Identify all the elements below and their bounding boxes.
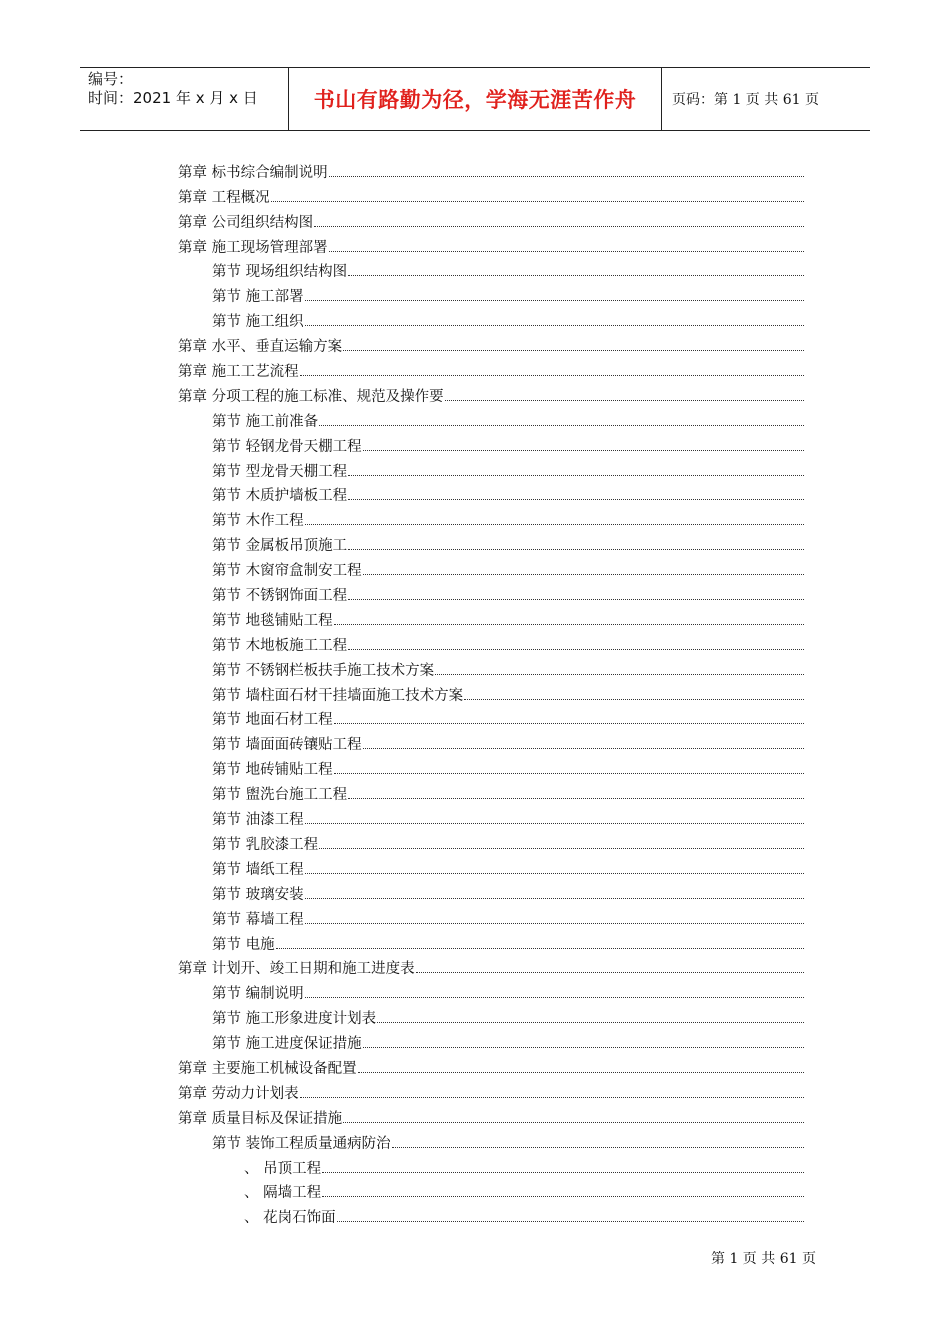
toc-entry[interactable] [178, 854, 804, 879]
toc-entry-label: 、 隔墙工程 [244, 1181, 321, 1202]
toc-entry[interactable] [178, 555, 804, 580]
toc-dot-leader [305, 997, 804, 998]
toc-entry[interactable] [178, 630, 804, 655]
toc-entry[interactable] [178, 406, 804, 431]
footer-page-number: 第 1 页 共 61 页 [711, 1251, 816, 1267]
toc-entry[interactable] [178, 680, 804, 705]
toc-dot-leader [392, 1147, 804, 1148]
toc-entry-label: 第章 施工现场管理部署 [178, 236, 328, 257]
toc-entry-label: 第节 木窗帘盒制安工程 [212, 559, 362, 580]
toc-dot-leader [337, 1221, 804, 1222]
toc-entry[interactable] [178, 929, 804, 954]
toc-entry[interactable] [178, 1028, 804, 1053]
toc-entry[interactable] [178, 1103, 804, 1128]
toc-entry-label: 第节 施工形象进度计划表 [212, 1007, 376, 1028]
toc-entry-label: 第章 工程概况 [178, 186, 270, 207]
toc-entry[interactable] [178, 331, 804, 356]
toc-entry[interactable] [178, 1128, 804, 1153]
toc-entry[interactable] [178, 779, 804, 804]
toc-entry[interactable] [178, 431, 804, 456]
toc-dot-leader [435, 674, 804, 675]
toc-entry-label: 第章 主要施工机械设备配置 [178, 1057, 357, 1078]
toc-dot-leader [348, 798, 804, 799]
toc-entry-label: 第节 墙纸工程 [212, 858, 304, 879]
toc-dot-leader [348, 275, 804, 276]
toc-entry[interactable] [178, 1078, 804, 1103]
toc-entry-label: 第节 轻钢龙骨天棚工程 [212, 435, 362, 456]
toc-entry[interactable] [178, 381, 804, 406]
toc-entry[interactable] [178, 705, 804, 730]
toc-entry-label: 第节 金属板吊顶施工 [212, 534, 347, 555]
table-of-contents [178, 157, 804, 1227]
header-page-cell [662, 68, 870, 130]
header-motto: 书山有路勤为径，学海无涯苦作舟 [313, 88, 637, 112]
toc-dot-leader [334, 773, 804, 774]
toc-entry-label: 第节 施工进度保证措施 [212, 1032, 362, 1053]
toc-entry-label: 第节 乳胶漆工程 [212, 833, 318, 854]
toc-dot-leader [319, 848, 804, 849]
toc-entry[interactable] [178, 879, 804, 904]
header-meta [80, 68, 288, 132]
toc-entry-label: 第节 编制说明 [212, 982, 304, 1003]
toc-entry-label: 第节 木质护墙板工程 [212, 484, 347, 505]
toc-entry-label: 第节 玻璃安装 [212, 883, 304, 904]
toc-entry-label: 第章 公司组织结构图 [178, 211, 313, 232]
toc-entry-label: 第节 电施 [212, 933, 275, 954]
toc-dot-leader [305, 923, 804, 924]
toc-entry[interactable] [178, 1178, 804, 1203]
toc-entry[interactable] [178, 481, 804, 506]
toc-dot-leader [445, 400, 804, 401]
toc-entry[interactable] [178, 157, 804, 182]
toc-entry[interactable] [178, 904, 804, 929]
toc-dot-leader [343, 350, 804, 351]
toc-dot-leader [305, 898, 804, 899]
document-number-label: 编号： [88, 70, 134, 88]
toc-entry-label: 第节 不锈钢饰面工程 [212, 584, 347, 605]
toc-dot-leader [377, 1022, 804, 1023]
toc-entry[interactable] [178, 281, 804, 306]
toc-entry-label: 第章 计划开、竣工日期和施工进度表 [178, 957, 415, 978]
toc-dot-leader [305, 325, 804, 326]
header-page-number: 页码：第 1 页 共 61 页 [672, 92, 819, 108]
page-header [80, 67, 870, 131]
toc-entry[interactable] [178, 306, 804, 331]
toc-dot-leader [348, 599, 804, 600]
toc-dot-leader [358, 1072, 804, 1073]
toc-dot-leader [363, 450, 804, 451]
toc-entry[interactable] [178, 954, 804, 979]
toc-dot-leader [322, 1196, 804, 1197]
toc-entry[interactable] [178, 1202, 804, 1227]
toc-entry-label: 第章 水平、垂直运输方案 [178, 335, 342, 356]
toc-entry-label: 第章 标书综合编制说明 [178, 161, 328, 182]
toc-entry-label: 第章 劳动力计划表 [178, 1082, 299, 1103]
toc-entry-label: 第节 幕墙工程 [212, 908, 304, 929]
toc-entry-label: 第节 地砖铺贴工程 [212, 758, 333, 779]
toc-dot-leader [348, 475, 804, 476]
toc-dot-leader [416, 972, 804, 973]
toc-dot-leader [271, 201, 804, 202]
toc-entry[interactable] [178, 754, 804, 779]
toc-dot-leader [305, 300, 804, 301]
toc-dot-leader [305, 823, 804, 824]
toc-entry[interactable] [178, 182, 804, 207]
toc-dot-leader [348, 499, 804, 500]
toc-entry[interactable] [178, 207, 804, 232]
toc-entry-label: 第节 盥洗台施工工程 [212, 783, 347, 804]
toc-entry-label: 第节 施工部署 [212, 285, 304, 306]
toc-dot-leader [464, 699, 804, 700]
toc-dot-leader [329, 251, 804, 252]
toc-entry[interactable] [178, 978, 804, 1003]
toc-entry[interactable] [178, 257, 804, 282]
toc-entry[interactable] [178, 505, 804, 530]
toc-dot-leader [322, 1172, 804, 1173]
toc-entry[interactable] [178, 456, 804, 481]
toc-dot-leader [305, 873, 804, 874]
toc-dot-leader [334, 624, 804, 625]
toc-entry-label: 、 花岗石饰面 [244, 1206, 336, 1227]
document-time-label: 时间：2021 年 x 月 x 日 [88, 89, 258, 107]
toc-entry[interactable] [178, 580, 804, 605]
toc-dot-leader [343, 1122, 804, 1123]
toc-entry[interactable] [178, 804, 804, 829]
toc-entry-label: 第节 木作工程 [212, 509, 304, 530]
toc-entry[interactable] [178, 605, 804, 630]
toc-entry[interactable] [178, 1003, 804, 1028]
toc-entry[interactable] [178, 356, 804, 381]
toc-entry-label: 第节 不锈钢栏板扶手施工技术方案 [212, 659, 434, 680]
toc-dot-leader [363, 1047, 804, 1048]
toc-entry-label: 第章 分项工程的施工标准、规范及操作要 [178, 385, 444, 406]
toc-dot-leader [319, 425, 804, 426]
toc-entry-label: 第节 地面石材工程 [212, 708, 333, 729]
toc-entry-label: 第节 施工前准备 [212, 410, 318, 431]
toc-entry-label: 第章 质量目标及保证措施 [178, 1107, 342, 1128]
toc-entry-label: 第节 墙柱面石材干挂墙面施工技术方案 [212, 684, 463, 705]
toc-entry[interactable] [178, 829, 804, 854]
toc-dot-leader [363, 748, 804, 749]
toc-dot-leader [363, 574, 804, 575]
toc-entry[interactable] [178, 1153, 804, 1178]
toc-entry-label: 第节 木地板施工工程 [212, 634, 347, 655]
toc-entry-label: 第节 现场组织结构图 [212, 260, 347, 281]
toc-entry[interactable] [178, 655, 804, 680]
toc-entry-label: 第节 地毯铺贴工程 [212, 609, 333, 630]
toc-dot-leader [348, 549, 804, 550]
toc-entry-label: 第节 型龙骨天棚工程 [212, 460, 347, 481]
toc-entry[interactable] [178, 232, 804, 257]
toc-entry-label: 第节 墙面面砖镶贴工程 [212, 733, 362, 754]
toc-dot-leader [348, 649, 804, 650]
toc-dot-leader [314, 226, 804, 227]
toc-dot-leader [329, 176, 804, 177]
header-motto-cell [288, 68, 662, 130]
toc-entry[interactable] [178, 530, 804, 555]
toc-dot-leader [300, 1097, 804, 1098]
toc-entry-label: 第节 油漆工程 [212, 808, 304, 829]
toc-entry[interactable] [178, 729, 804, 754]
toc-entry-label: 第节 装饰工程质量通病防治 [212, 1132, 391, 1153]
toc-entry-label: 第节 施工组织 [212, 310, 304, 331]
toc-dot-leader [305, 524, 804, 525]
toc-entry-label: 第章 施工工艺流程 [178, 360, 299, 381]
toc-dot-leader [300, 375, 804, 376]
toc-dot-leader [334, 723, 804, 724]
toc-entry[interactable] [178, 1053, 804, 1078]
toc-dot-leader [276, 948, 804, 949]
toc-entry-label: 、 吊顶工程 [244, 1157, 321, 1178]
